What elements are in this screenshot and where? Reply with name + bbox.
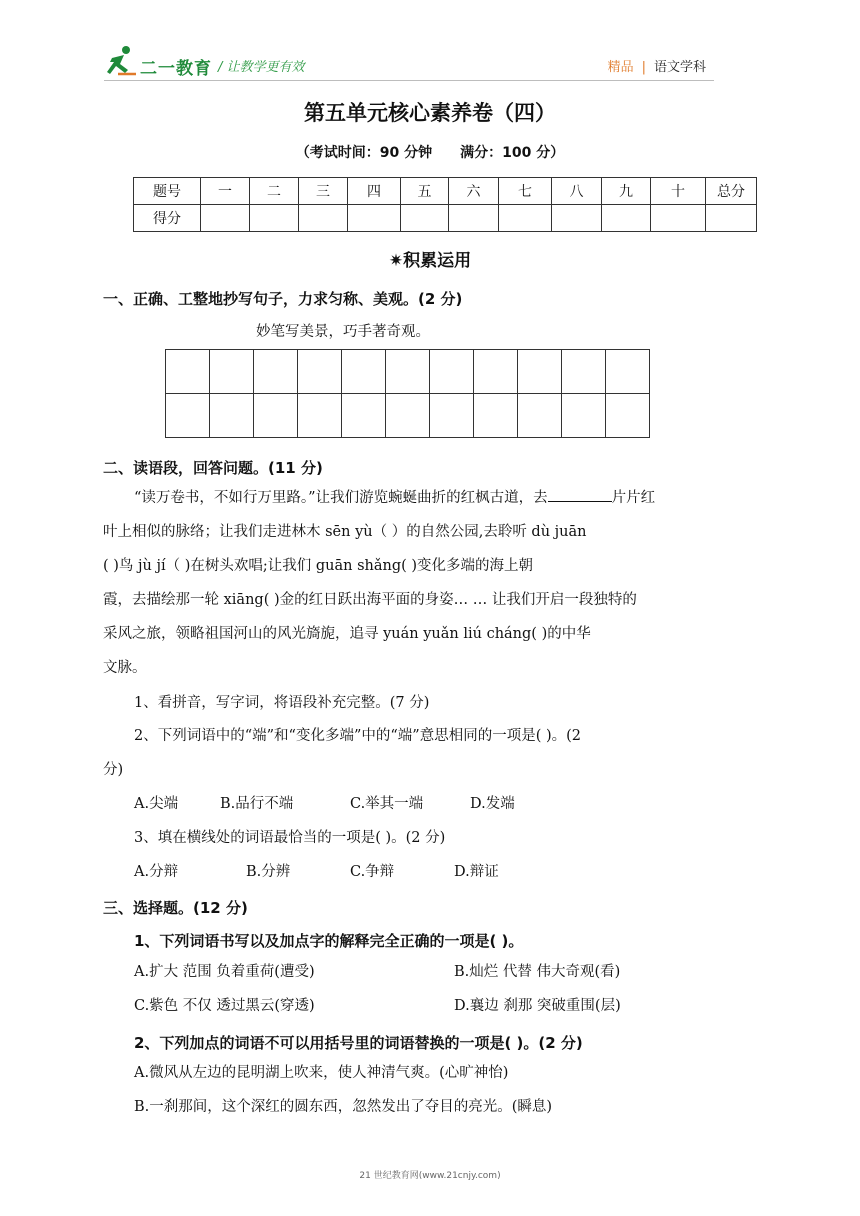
option[interactable]: B.品行不端 bbox=[220, 796, 294, 812]
score-cell: 五 bbox=[401, 178, 449, 205]
score-cell: 一 bbox=[201, 178, 250, 205]
score-table-score-row bbox=[134, 205, 757, 232]
passage-line: 霞，去描绘那一轮 xiāng( )金的红日跃出海平面的身姿… … 让我们开启一段独特的 bbox=[103, 592, 637, 608]
score-cell: 六 bbox=[449, 178, 499, 205]
exam-time: （考试时间：90 分钟 bbox=[295, 145, 433, 161]
score-input-cell[interactable] bbox=[250, 205, 299, 232]
option[interactable]: C.举其一端 bbox=[350, 796, 424, 812]
sub-question: 3、填在横线处的词语最恰当的一项是( )。(2 分) bbox=[134, 830, 446, 846]
fill-blank[interactable] bbox=[548, 487, 612, 502]
score-cell: 八 bbox=[552, 178, 602, 205]
header-right: 精品 | 语文学科 bbox=[607, 60, 706, 75]
score-input-cell[interactable] bbox=[299, 205, 348, 232]
question-3-title: 三、选择题。(12 分) bbox=[103, 899, 248, 917]
score-input-cell[interactable] bbox=[449, 205, 499, 232]
sub-question: 2、下列加点的词语不可以用括号里的词语替换的一项是( )。(2 分) bbox=[134, 1034, 583, 1052]
quality-label: 精品 bbox=[607, 60, 634, 75]
option[interactable]: D.辩证 bbox=[454, 864, 499, 880]
option[interactable]: C.紫色 不仅 透过黑云(穿透) bbox=[134, 998, 315, 1014]
question-2-title: 二、读语段，回答问题。(11 分) bbox=[103, 459, 323, 477]
passage-line bbox=[134, 481, 655, 515]
option[interactable]: A.微风从左边的昆明湖上吹来，使人神清气爽。(心旷神怡) bbox=[134, 1065, 509, 1081]
score-table bbox=[133, 177, 757, 232]
exam-full-score: 满分：100 分） bbox=[460, 145, 565, 161]
score-input-cell[interactable] bbox=[401, 205, 449, 232]
passage-line: 文脉。 bbox=[103, 660, 147, 676]
option[interactable]: A.扩大 范围 负着重荷(遭受) bbox=[134, 964, 315, 980]
score-row-label: 得分 bbox=[134, 205, 201, 232]
option[interactable]: B.分辨 bbox=[246, 864, 291, 880]
option[interactable]: B.一刹那间，这个深红的圆东西，忽然发出了夺目的亮光。(瞬息) bbox=[134, 1099, 553, 1115]
brand-name: 二一教育 bbox=[140, 59, 212, 79]
passage-text: “读万卷书，不如行万里路。”让我们游览蜿蜒曲折的红枫古道，去 bbox=[134, 490, 548, 506]
section-heading: ✷积累运用 bbox=[388, 251, 472, 271]
page-title: 第五单元核心素养卷（四） bbox=[304, 101, 556, 125]
runner-logo-icon bbox=[104, 44, 138, 78]
score-cell: 题号 bbox=[134, 178, 201, 205]
sub-question-cont: 分) bbox=[103, 762, 124, 778]
option[interactable]: B.灿烂 代替 伟大奇观(看) bbox=[454, 964, 621, 980]
sub-question: 1、下列词语书写以及加点字的解释完全正确的一项是( )。 bbox=[134, 932, 524, 950]
passage-line: 采风之旅，领略祖国河山的风光旖旎，追寻 yuán yuǎn liú cháng( )的中华 bbox=[103, 626, 591, 642]
passage-line: 叶上相似的脉络；让我们走进林木 sēn yù（ ）的自然公园,去聆听 dù juān bbox=[103, 524, 587, 540]
score-input-cell[interactable] bbox=[706, 205, 757, 232]
option[interactable]: A.尖端 bbox=[134, 796, 179, 812]
passage-line: ( )鸟 jù jí（ )在树头欢唱;让我们 guān shǎng( )变化多端的海上朝 bbox=[103, 558, 534, 574]
score-table-header-row bbox=[134, 178, 757, 205]
score-cell: 九 bbox=[602, 178, 651, 205]
score-input-cell[interactable] bbox=[552, 205, 602, 232]
score-input-cell[interactable] bbox=[651, 205, 706, 232]
page-footer: 21 世纪教育网(www.21cnjy.com) bbox=[359, 1171, 501, 1181]
score-input-cell[interactable] bbox=[201, 205, 250, 232]
score-cell: 十 bbox=[651, 178, 706, 205]
option[interactable]: C.争辩 bbox=[350, 864, 395, 880]
question-1-title: 一、正确、工整地抄写句子，力求匀称、美观。(2 分) bbox=[103, 290, 463, 308]
passage-text: 片片红 bbox=[611, 490, 656, 506]
subject-label: 语文学科 bbox=[653, 60, 706, 75]
score-cell: 四 bbox=[348, 178, 401, 205]
score-input-cell[interactable] bbox=[348, 205, 401, 232]
option[interactable]: D.襄边 刹那 突破重围(层) bbox=[454, 998, 621, 1014]
brand-slogan: / 让教学更有效 bbox=[218, 60, 305, 75]
writing-grid[interactable] bbox=[165, 349, 650, 438]
sub-question: 1、看拼音，写字词，将语段补充完整。(7 分) bbox=[134, 695, 430, 711]
score-cell: 三 bbox=[299, 178, 348, 205]
score-cell: 二 bbox=[250, 178, 299, 205]
copy-sentence: 妙笔写美景，巧手著奇观。 bbox=[256, 324, 430, 340]
score-input-cell[interactable] bbox=[499, 205, 552, 232]
option[interactable]: A.分辩 bbox=[134, 864, 179, 880]
score-cell: 总分 bbox=[706, 178, 757, 205]
score-input-cell[interactable] bbox=[602, 205, 651, 232]
score-cell: 七 bbox=[499, 178, 552, 205]
header-divider bbox=[104, 80, 714, 81]
exam-info bbox=[0, 142, 860, 162]
sub-question: 2、下列词语中的“端”和“变化多端”中的“端”意思相同的一项是( )。(2 bbox=[134, 728, 582, 744]
option[interactable]: D.发端 bbox=[470, 796, 515, 812]
